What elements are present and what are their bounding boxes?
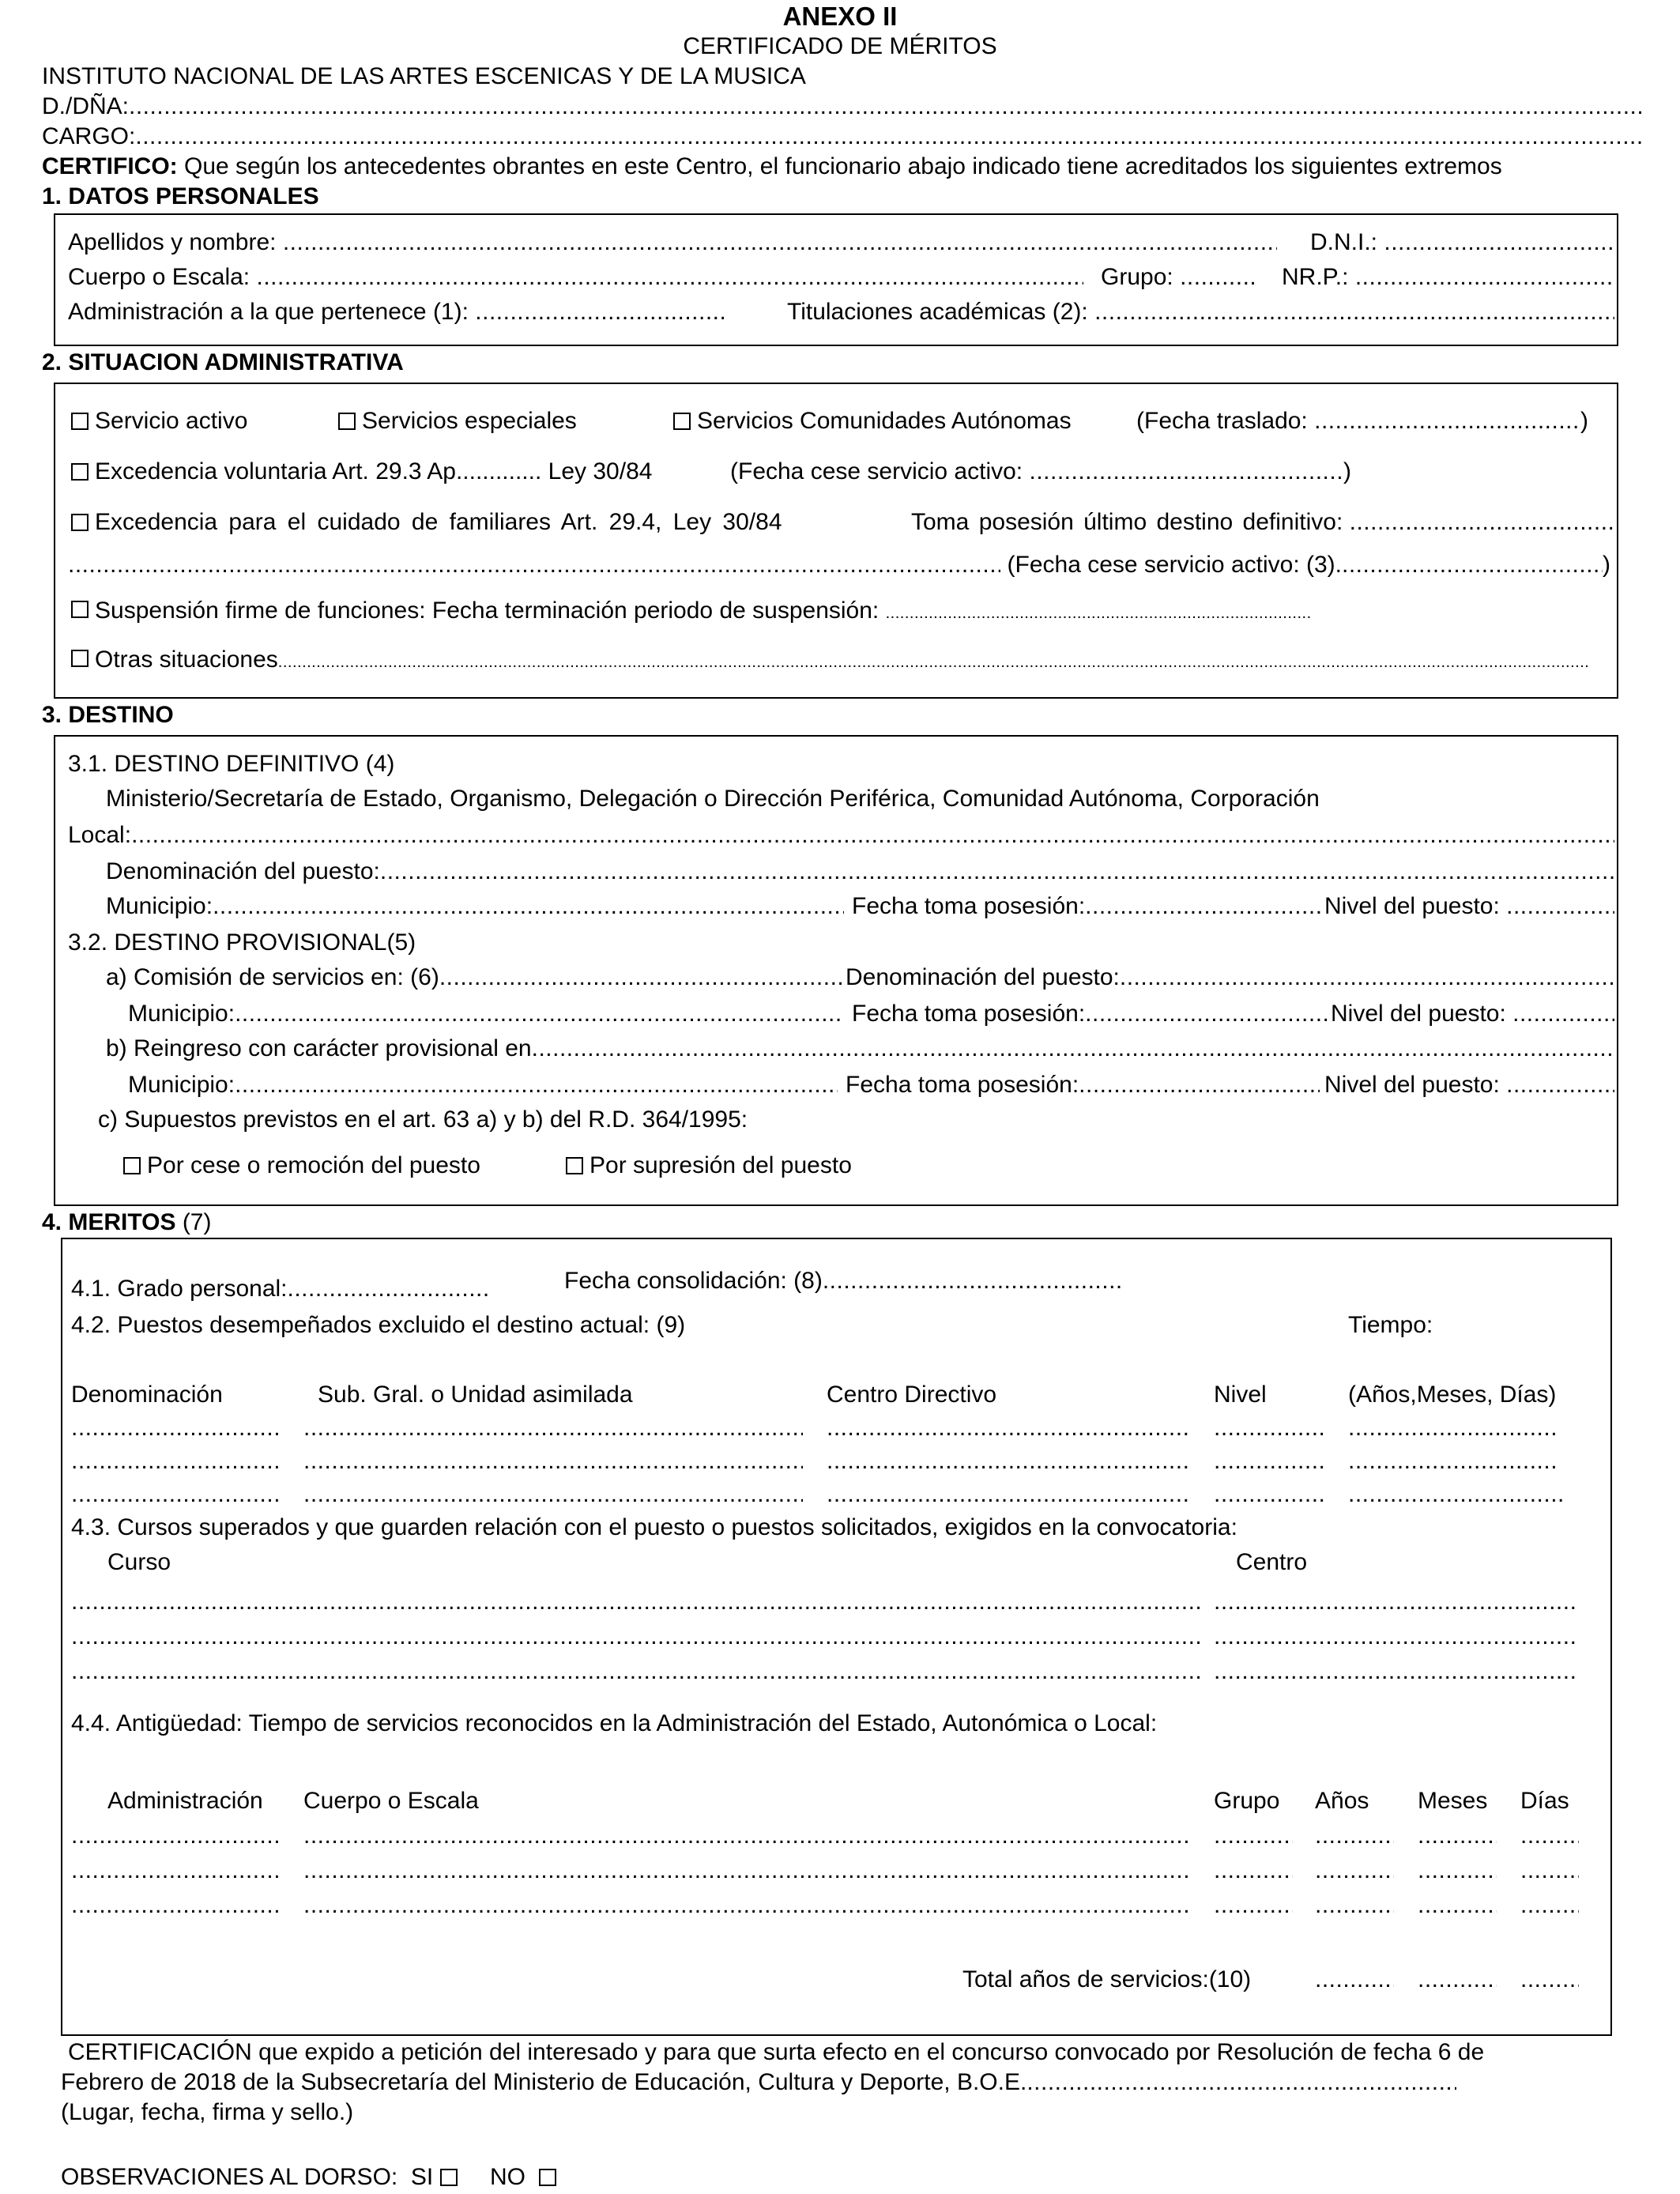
ministerio-label: Ministerio/Secretaría de Estado, Organismo, Delegación o Dirección Periférica, Comunidad Autónoma, Corporación (106, 786, 1320, 812)
grado-field[interactable]: 4.1. Grado personal: ..... (71, 1276, 490, 1303)
nivel-field[interactable]: Nivel del puesto: ..... (1324, 893, 1614, 921)
supuestos-label: c) Supuestos previstos en el art. 63 a) y b) del R.D. 364/1995: (98, 1106, 748, 1133)
dna-field[interactable]: D./DÑA: ..... (42, 93, 1643, 121)
toma-posesion-field[interactable]: Toma posesión último destino definitivo: ..... (911, 509, 1614, 537)
cursos-heading: 4.3. Cursos superados y que guarden relación con el puesto o puestos solicitados, exigidos en la convocatoria: (71, 1514, 1237, 1540)
fecha-cese-3-field[interactable]: ..... (Fecha cese servicio activo: (3). ..... ) (68, 552, 1610, 579)
section-4-title: 4. MERITOS (7) (42, 1209, 212, 1235)
fecha-traslado-field[interactable]: (Fecha traslado: ..... ) (1136, 408, 1588, 435)
servicios-ccaa-option[interactable]: Servicios Comunidades Autónomas (673, 408, 1072, 435)
col-nivel: Nivel (1214, 1382, 1267, 1408)
cargo-field[interactable]: CARGO: ..... (42, 123, 1643, 151)
servicios-ccaa-checkbox[interactable] (673, 413, 691, 430)
comision-denominacion-field[interactable]: Denominación del puesto: ..... (846, 964, 1614, 992)
excedencia-cuidado-checkbox[interactable] (71, 514, 89, 531)
servicios-especiales-checkbox[interactable] (338, 413, 356, 430)
fecha-cese-field[interactable]: (Fecha cese servicio activo: ..... ) (730, 458, 1351, 486)
col-centro: Centro (1236, 1549, 1308, 1575)
col-tiempo: (Años,Meses, Días) (1348, 1382, 1557, 1408)
supresion-checkbox[interactable] (566, 1157, 583, 1174)
reingreso-fecha-toma-field[interactable]: Fecha toma posesión: ..... (846, 1072, 1320, 1099)
local-field[interactable]: Local: ..... (68, 822, 1614, 850)
suspension-checkbox[interactable] (71, 601, 89, 618)
observaciones-row: OBSERVACIONES AL DORSO: SI NO (61, 2164, 563, 2192)
destino-provisional-heading: 3.2. DESTINO PROVISIONAL(5) (68, 929, 416, 956)
antiguedad-heading: 4.4. Antigüedad: Tiempo de servicios reconocidos en la Administración del Estado, Autonómica o Local: (71, 1710, 1158, 1736)
annex-title: ANEXO II (782, 2, 898, 31)
excedencia-cuidado-option[interactable]: Excedencia para el cuidado de familiares Art. 29.4, Ley 30/84 (71, 509, 782, 537)
total-anos-label: Total años de servicios:(10) (962, 1966, 1252, 1992)
reingreso-field[interactable]: b) Reingreso con carácter provisional en ..... (106, 1035, 1614, 1063)
servicio-activo-option[interactable]: Servicio activo (71, 408, 247, 435)
observaciones-no-checkbox[interactable] (539, 2169, 556, 2186)
col-centro-directivo: Centro Directivo (827, 1382, 997, 1408)
col-meses: Meses (1418, 1788, 1488, 1814)
col-subgral: Sub. Gral. o Unidad asimilada (318, 1382, 633, 1408)
reingreso-municipio-field[interactable]: Municipio: ..... (128, 1072, 838, 1099)
nrp-field[interactable]: NR.P.: ..... (1282, 264, 1614, 292)
tiempo-label: Tiempo: (1348, 1312, 1433, 1338)
grupo-field[interactable]: Grupo: ..... (1101, 264, 1257, 292)
apellidos-field[interactable]: Apellidos y nombre: ..... (68, 229, 1277, 257)
titulaciones-field[interactable]: Titulaciones académicas (2): ..... (787, 299, 1614, 326)
admin-field[interactable]: Administración a la que pertenece (1): ..... (68, 299, 724, 326)
cese-checkbox[interactable] (123, 1157, 141, 1174)
certificacion-text-2[interactable]: Febrero de 2018 de la Subsecretaría del Ministerio de Educación, Cultura y Deporte, B.O.E. ..... (61, 2069, 1456, 2097)
certifico-text: CERTIFICO: Que según los antecedentes obrantes en este Centro, el funcionario abajo indicado tiene acreditados los siguientes extremos (42, 153, 1502, 179)
comision-municipio-field[interactable]: Municipio: ..... (128, 1001, 844, 1028)
reingreso-nivel-field[interactable]: Nivel del puesto: ..... (1324, 1072, 1614, 1099)
certificacion-text-1: CERTIFICACIÓN que expido a petición del interesado y para que surta efecto en el concurso convocado por Resolución de fecha 6 de (68, 2039, 1485, 2065)
col-curso: Curso (107, 1549, 171, 1575)
supresion-option[interactable]: Por supresión del puesto (566, 1152, 852, 1180)
excedencia-voluntaria-checkbox[interactable] (71, 463, 89, 481)
puestos-heading: 4.2. Puestos desempeñados excluido el destino actual: (9) (71, 1312, 686, 1338)
col-cuerpo: Cuerpo o Escala (303, 1788, 479, 1814)
servicios-especiales-option[interactable]: Servicios especiales (338, 408, 577, 435)
cese-option[interactable]: Por cese o remoción del puesto (123, 1152, 480, 1180)
comision-nivel-field[interactable]: Nivel del puesto: ..... (1331, 1001, 1614, 1028)
suspension-option[interactable]: Suspensión firme de funciones: Fecha terminación periodo de suspensión: ..... (71, 598, 1312, 625)
otras-situaciones-checkbox[interactable] (71, 650, 89, 667)
institute-name: INSTITUTO NACIONAL DE LAS ARTES ESCENICAS Y DE LA MUSICA (42, 63, 806, 89)
col-grupo: Grupo (1214, 1788, 1280, 1814)
destino-definitivo-heading: 3.1. DESTINO DEFINITIVO (4) (68, 751, 395, 777)
fecha-toma-field[interactable]: Fecha toma posesión: ..... (852, 893, 1323, 921)
fecha-consolidacion-field[interactable]: Fecha consolidación: (8) ..... (564, 1268, 1122, 1295)
col-administracion: Administración (107, 1788, 263, 1814)
section-1-title: 1. DATOS PERSONALES (42, 183, 319, 209)
document-title: CERTIFICADO DE MÉRITOS (683, 33, 997, 59)
denominacion-puesto-field[interactable]: Denominación del puesto: ..... (106, 858, 1614, 886)
col-denominacion: Denominación (71, 1382, 223, 1408)
comision-field[interactable]: a) Comisión de servicios en: (6) ..... (106, 964, 844, 992)
observaciones-si-checkbox[interactable] (440, 2169, 458, 2186)
col-anos: Años (1315, 1788, 1369, 1814)
section-3-title: 3. DESTINO (42, 702, 174, 728)
dni-field[interactable]: D.N.I.: ..... (1310, 229, 1614, 257)
municipio-field[interactable]: Municipio: ..... (106, 893, 844, 921)
lugar-fecha-label: (Lugar, fecha, firma y sello.) (61, 2099, 354, 2125)
comision-fecha-toma-field[interactable]: Fecha toma posesión: ..... (852, 1001, 1331, 1028)
otras-situaciones-option[interactable]: Otras situaciones ..... (71, 647, 1588, 674)
cuerpo-field[interactable]: Cuerpo o Escala: ..... (68, 264, 1083, 292)
col-dias: Días (1520, 1788, 1569, 1814)
excedencia-voluntaria-option[interactable]: Excedencia voluntaria Art. 29.3 Ap............. Ley 30/84 (71, 458, 652, 486)
servicio-activo-checkbox[interactable] (71, 413, 89, 430)
section-2-title: 2. SITUACION ADMINISTRATIVA (42, 349, 404, 375)
